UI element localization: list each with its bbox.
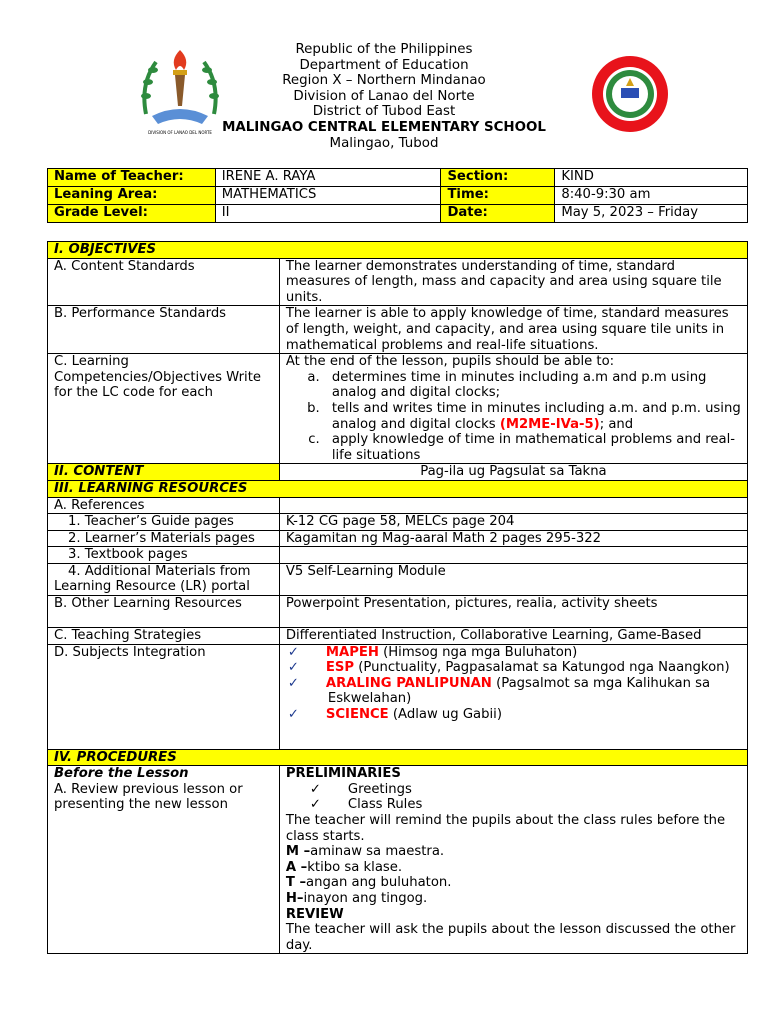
integration-detail: (Adlaw ug Gabii) [392, 707, 502, 723]
rule-text: ktibo sa klase. [307, 859, 403, 875]
integration-value [279, 644, 747, 749]
references-value [279, 497, 747, 514]
other-resources-value: Powerpoint Presentation, pictures, realia, activity sheets [279, 596, 747, 628]
content-standards-label: A. Content Standards [48, 258, 280, 306]
integration-detail: (Himsog nga mga Buluhaton) [383, 644, 578, 660]
rule-text: aminaw sa maestra. [310, 844, 445, 860]
list-item [287, 660, 741, 676]
competencies-list [286, 370, 741, 464]
content-heading: II. CONTENT [48, 464, 280, 481]
resources-heading: III. LEARNING RESOURCES [48, 480, 748, 497]
rule-letter: H– [285, 891, 304, 906]
time-value: 8:40-9:30 am [555, 187, 748, 205]
section-label: Section: [441, 169, 555, 187]
integration-detail: (Pagsalmot sa mga Kalihukan sa Eskwelahan) [327, 675, 711, 707]
list-item [287, 707, 741, 723]
learners-materials-label: 2. Learner’s Materials pages [48, 530, 280, 547]
date-value: May 5, 2023 – Friday [555, 205, 748, 223]
list-item [287, 644, 741, 661]
review-title: REVIEW [285, 906, 344, 922]
grade-label: Grade Level: [48, 205, 216, 223]
competencies-label: C. Learning Competencies/Objectives Write for the LC code for each [48, 354, 280, 464]
check-icon: ✓ [287, 644, 299, 660]
preliminaries-list [286, 782, 741, 813]
objectives-heading: I. OBJECTIVES [48, 242, 748, 259]
performance-standards-value: The learner is able to apply knowledge of time, standard measures of length, weight, and capacity, and area using square tile units in mathematical problems and real-life situations. [279, 306, 747, 354]
area-value: MATHEMATICS [215, 187, 441, 205]
school-town: Malingao, Tubod [329, 135, 439, 151]
section-value: KIND [555, 169, 748, 187]
integration-label: D. Subjects Integration [48, 644, 280, 749]
remind-text: The teacher will remind the pupils about the class rules before the class starts. [285, 813, 726, 844]
rule-letter: M – [285, 844, 311, 860]
check-icon: ✓ [309, 797, 321, 813]
integration-subject: SCIENCE [325, 707, 389, 723]
integration-subject: ARALING PANLIPUNAN [325, 675, 492, 691]
preliminary-rules: Class Rules [347, 797, 423, 813]
check-icon: ✓ [287, 660, 299, 676]
review-text: The teacher will ask the pupils about the lesson discussed the other day. [285, 922, 736, 953]
teaching-strategies-value: Differentiated Instruction, Collaborative Learning, Game-Based [279, 628, 747, 645]
header-line: Division of Lanao del Norte [293, 88, 475, 104]
rule-text: angan ang buluhaton. [306, 875, 452, 891]
teachers-guide-label: 1. Teacher’s Guide pages [48, 514, 280, 531]
time-label: Time: [441, 187, 555, 205]
left-logo-caption: DIVISION OF LANAO DEL NORTE [148, 130, 212, 135]
content-standards-value: The learner demonstrates understanding of time, standard measures of length, mass and capacity and area using square tile units. [279, 258, 747, 306]
integration-list [286, 645, 741, 723]
check-icon: ✓ [287, 675, 299, 691]
school-name: MALINGAO CENTRAL ELEMENTARY SCHOOL [222, 119, 546, 135]
list-item: c. apply knowledge of time in mathematical problems and real-life situations [324, 432, 741, 463]
grade-value: II [215, 205, 441, 223]
lc-code: (M2ME-IVa-5) [499, 416, 600, 432]
review-label: A. Review previous lesson or presenting the new lesson [54, 781, 243, 813]
competency-b-end: ; and [599, 416, 634, 432]
additional-materials-value: V5 Self-Learning Module [279, 563, 747, 595]
content-value: Pag-ila ug Pagsulat sa Takna [279, 464, 747, 481]
area-label: Leaning Area: [48, 187, 216, 205]
list-item [309, 797, 741, 813]
rule-line [286, 844, 741, 860]
preliminary-greetings: Greetings [347, 781, 412, 797]
rule-line [286, 860, 741, 876]
references-label: A. References [48, 497, 280, 514]
additional-materials-text: 4. Additional Materials from Learning Resource (LR) portal [54, 563, 251, 595]
document-header [0, 42, 768, 151]
teachers-guide-value: K-12 CG page 58, MELCs page 204 [279, 514, 747, 531]
additional-materials-label [48, 563, 280, 595]
competency-b-text: tells and writes time in minutes including a.m. and p.m. using analog and digital clocks [331, 400, 741, 432]
learners-materials-value: Kagamitan ng Mag-aaral Math 2 pages 295-322 [279, 530, 747, 547]
check-icon: ✓ [287, 707, 299, 723]
textbook-value [279, 547, 747, 564]
list-item: a. determines time in minutes including a.m and p.m using analog and digital clocks; [324, 370, 741, 401]
integration-subject: ESP [325, 660, 355, 676]
teaching-strategies-label: C. Teaching Strategies [48, 628, 280, 645]
integration-detail: (Punctuality, Pagpasalamat sa Katungod nga Naangkon) [358, 660, 730, 676]
rule-line [286, 891, 741, 907]
header-line: Department of Education [299, 57, 469, 73]
rule-text: inayon ang tingog. [303, 891, 428, 906]
date-label: Date: [441, 205, 555, 223]
check-icon: ✓ [309, 781, 321, 797]
lesson-plan-table [47, 241, 748, 954]
preliminaries-title: PRELIMINARIES [285, 766, 401, 782]
list-item [287, 675, 741, 707]
procedures-heading: IV. PROCEDURES [48, 749, 748, 766]
rule-letter: A – [285, 859, 308, 875]
competencies-value [279, 354, 747, 464]
before-lesson-label: Before the Lesson [54, 766, 189, 782]
header-line: Republic of the Philippines [295, 42, 473, 57]
other-resources-label: B. Other Learning Resources [48, 596, 280, 628]
teacher-info-table [47, 168, 748, 223]
review-content [279, 766, 747, 954]
list-item [309, 781, 741, 798]
performance-standards-label: B. Performance Standards [48, 306, 280, 354]
header-line: Region X – Northern Mindanao [282, 73, 486, 89]
teacher-label: Name of Teacher: [48, 169, 216, 187]
rule-letter: T – [285, 875, 307, 891]
integration-subject: MAPEH [325, 644, 379, 660]
header-line: District of Tubod East [312, 104, 456, 120]
review-cell [48, 766, 280, 954]
teacher-value: IRENE A. RAYA [215, 169, 441, 187]
rule-line [286, 875, 741, 891]
competencies-intro: At the end of the lesson, pupils should be able to: [285, 354, 615, 370]
textbook-label: 3. Textbook pages [48, 547, 280, 564]
list-item [324, 401, 741, 432]
